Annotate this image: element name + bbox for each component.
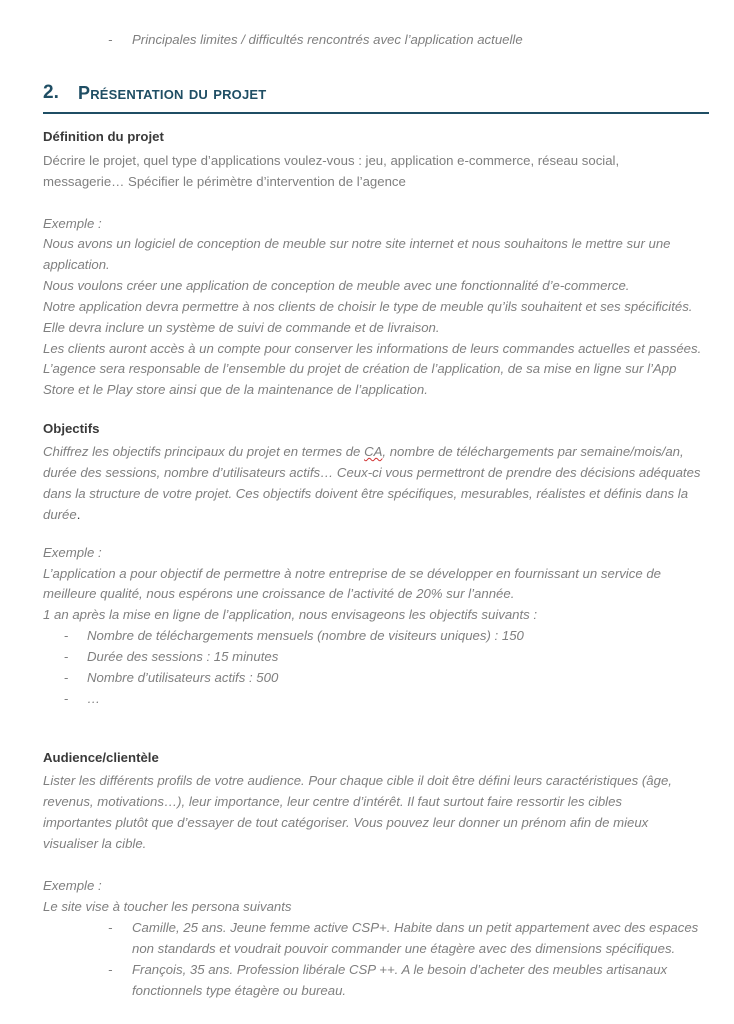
objectives-line: [43, 504, 713, 525]
example-line: 1 an après la mise en ligne de l’application, nous envisageons les objectifs suivants :: [43, 607, 538, 622]
example-label: Exemple :: [43, 545, 102, 560]
definition-line: Décrire le projet, quel type d’applications voulez-vous : jeu, application e-commerce, réseau social,: [43, 153, 620, 168]
section-number: 2.: [43, 82, 59, 103]
bullet-dash: -: [108, 962, 113, 977]
objective-bullet: Nombre d’utilisateurs actifs : 500: [87, 670, 279, 685]
objective-bullet: …: [87, 691, 101, 706]
definition-title: Définition du projet: [43, 129, 164, 144]
objective-bullet: Durée des sessions : 15 minutes: [87, 649, 279, 664]
bullet-dash: -: [64, 670, 69, 685]
bullet-dash: -: [64, 649, 69, 664]
definition-line: messagerie… Spécifier le périmètre d’intervention de l’agence: [43, 174, 406, 189]
example-line: Notre application devra permettre à nos clients de choisir le type de meuble qu’ils souhaitent et ses spécificités.: [43, 299, 693, 314]
bullet-dash: -: [108, 32, 113, 47]
audience-title: Audience/clientèle: [43, 750, 159, 765]
example-line: application.: [43, 257, 110, 272]
persona-line: François, 35 ans. Profession libérale CSP ++. A le besoin d’acheter des meubles artisanaux: [132, 962, 668, 977]
example-line: Elle devra inclure un système de suivi de commande et de livraison.: [43, 320, 440, 335]
example-line: Nous voulons créer une application de conception de meuble avec une fonctionnalité d’e-commerce.: [43, 278, 630, 293]
bullet-dash: -: [108, 920, 113, 935]
example-line: L’agence sera responsable de l’ensemble du projet de création de l’application, de sa mise en ligne sur l’App: [43, 361, 677, 376]
objectives-line: [43, 441, 713, 462]
persona-line: non standards et voudrait pouvoir commander une étagère avec des dimensions spécifiques.: [132, 941, 676, 956]
objectives-last-line: durée: [43, 507, 77, 522]
example-line: Les clients auront accès à un compte pour conserver les informations de leurs commandes actuelles et passées.: [43, 341, 702, 356]
persona-line: Camille, 25 ans. Jeune femme active CSP+. Habite dans un petit appartement avec des espaces: [132, 920, 699, 935]
example-line: Nous avons un logiciel de conception de meuble sur notre site internet et nous souhaitons le mettre sur une: [43, 236, 671, 251]
audience-line: Lister les différents profils de votre audience. Pour chaque cible il doit être défini leurs caractéristiques (âge,: [43, 773, 672, 788]
intro-bullet-text: Principales limites / difficultés rencontrés avec l’application actuelle: [132, 32, 523, 47]
example-label: Exemple :: [43, 878, 102, 893]
bullet-dash: -: [64, 628, 69, 643]
objectives-line-end: , nombre de téléchargements par semaine/mois/an,: [382, 444, 684, 459]
section-title: Présentation du projet: [78, 83, 267, 103]
objectives-period: .: [76, 507, 81, 522]
audience-line: revenus, motivations…), leur importance, leur centre d’intérêt. Il faut surtout faire ressortir les cibles: [43, 794, 623, 809]
persona-line: fonctionnels type étagère ou bureau.: [132, 983, 347, 998]
spellcheck-flagged-word[interactable]: CA: [364, 444, 383, 459]
objectives-title: Objectifs: [43, 421, 100, 436]
objective-bullet: Nombre de téléchargements mensuels (nombre de visiteurs uniques) : 150: [87, 628, 524, 643]
audience-line: importantes plutôt que d’essayer de tout catégoriser. Vous pouvez leur donner un prénom afin de mieux: [43, 815, 649, 830]
example-intro: Le site vise à toucher les persona suivants: [43, 899, 292, 914]
example-label: Exemple :: [43, 216, 102, 231]
example-line: L’application a pour objectif de permettre à notre entreprise de se développer en fournissant un service de: [43, 566, 661, 581]
objectives-line-start: Chiffrez les objectifs principaux du projet en termes de: [43, 444, 365, 459]
example-line: meilleure qualité, nous espérons une croissance de l’activité de 20% sur l’année.: [43, 586, 515, 601]
example-line: Store et le Play store ainsi que de la maintenance de l’application.: [43, 382, 428, 397]
audience-line: visualiser la cible.: [43, 836, 147, 851]
section-heading: [43, 80, 709, 114]
objectives-line: durée des sessions, nombre d’utilisateurs actifs… Ceux-ci vous permettront de prendre des décisions adéquates: [43, 465, 701, 480]
objectives-line: dans la structure de votre projet. Ces objectifs doivent être spécifiques, mesurables, réalistes et définis dans la: [43, 486, 689, 501]
bullet-dash: -: [64, 691, 69, 706]
